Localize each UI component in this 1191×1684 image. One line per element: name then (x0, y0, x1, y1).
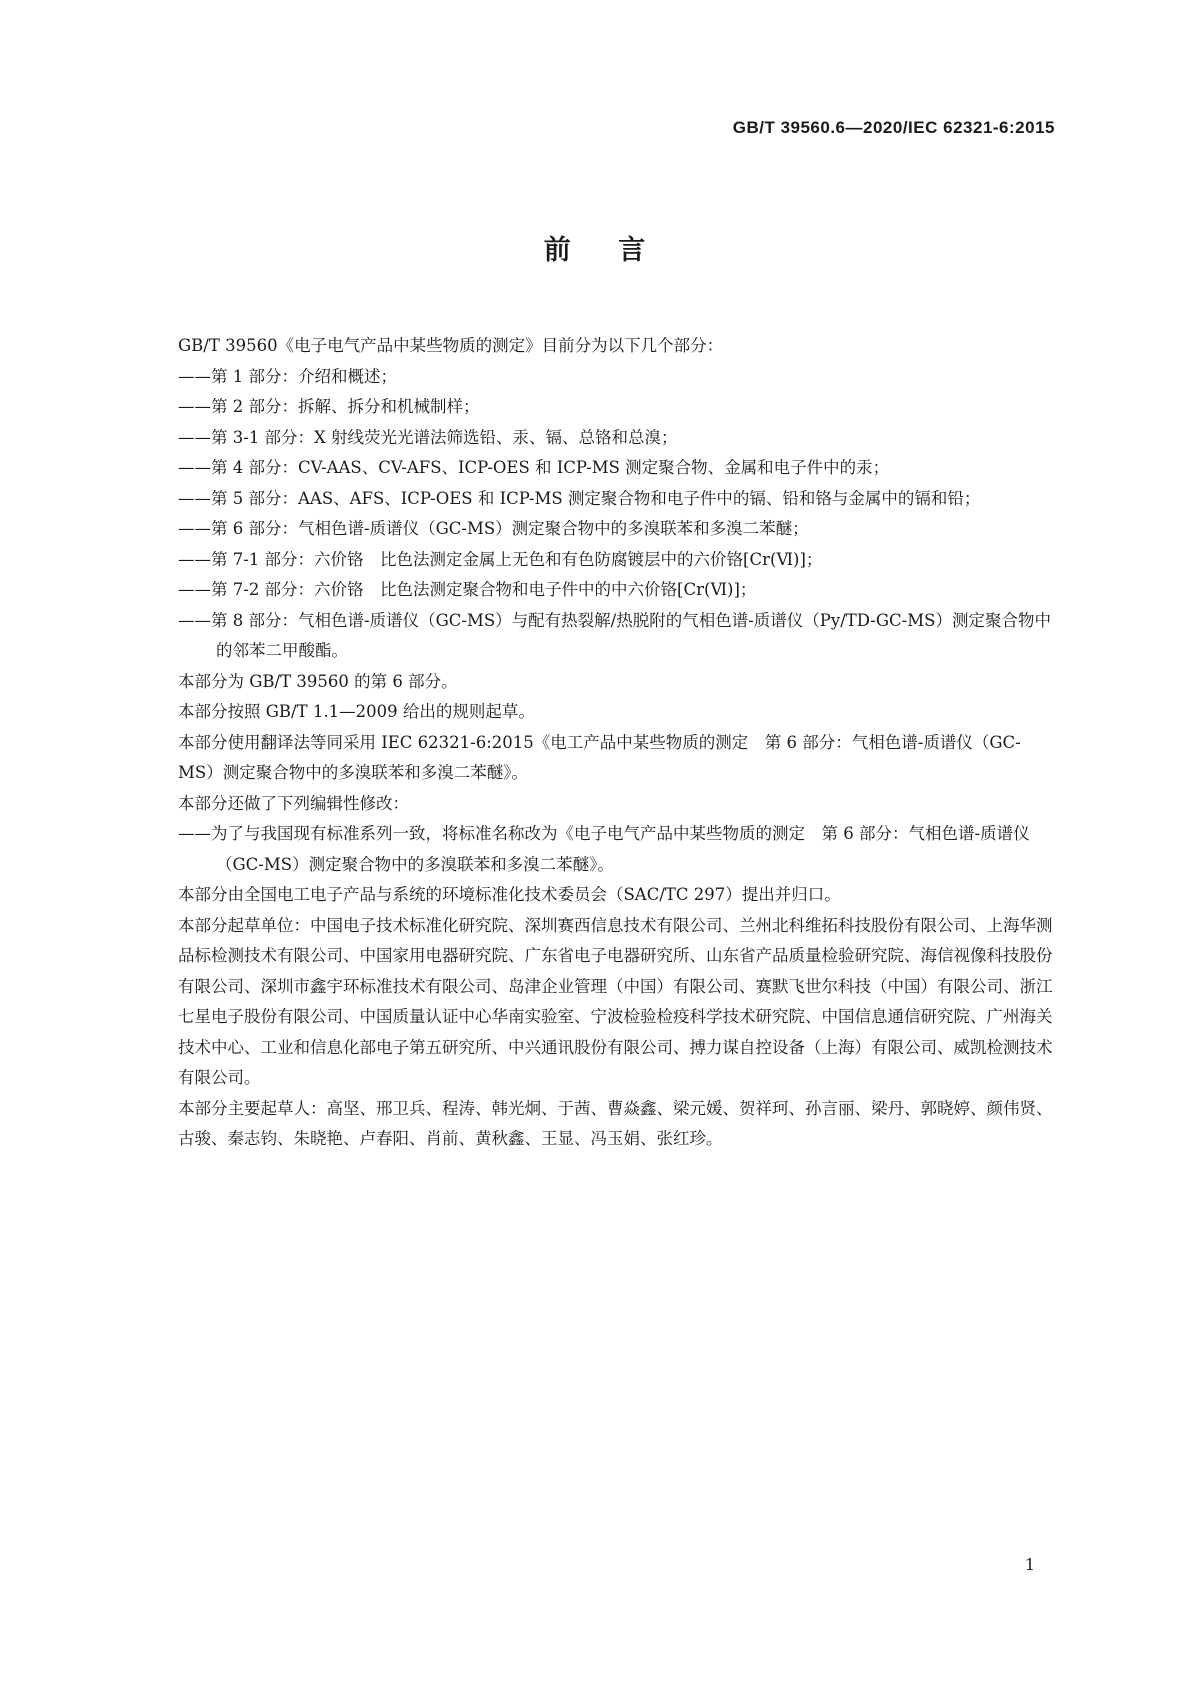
translation-paragraph: 本部分使用翻译法等同采用 IEC 62321-6:2015《电工产品中某些物质的测定 第 6 部分：气相色谱-质谱仪（GC-MS）测定聚合物中的多溴联苯和多溴二苯醚》。 (178, 732, 1021, 782)
part-list-item: ——第 6 部分：气相色谱-质谱仪（GC-MS）测定聚合物中的多溴联苯和多溴二苯醚； (178, 519, 809, 538)
part-list-item: ——第 3-1 部分：X 射线荧光光谱法筛选铅、汞、镉、总铬和总溴； (178, 427, 678, 447)
page-title: 前 言 (543, 235, 648, 266)
foreword-body (178, 331, 1055, 1155)
part-list-item: ——第 5 部分：AAS、AFS、ICP-OES 和 ICP-MS 测定聚合物和电子件中的镉、铅和铬与金属中的镉和铅； (178, 488, 981, 508)
editorial-change-item: ——为了与我国现有标准系列一致，将标准名称改为《电子电气产品中某些物质的测定 第 6 部分：气相色谱-质谱仪（GC-MS）测定聚合物中的多溴联苯和多溴二苯醚》。 (178, 824, 1030, 874)
document-id-header: GB/T 39560.6—2020/IEC 62321-6:2015 (732, 118, 1055, 137)
part-list-item: ——第 8 部分：气相色谱-质谱仪（GC-MS）与配有热裂解/热脱附的气相色谱-质谱仪（Py/TD-GC-MS）测定聚合物中的邻苯二甲酸酯。 (178, 610, 1051, 660)
drafters-paragraph: 本部分主要起草人：高坚、邢卫兵、程涛、韩光炯、于茜、曹焱鑫、梁元媛、贺祥珂、孙言丽、梁丹、郭晓婷、颜伟贤、古骏、秦志钧、朱晓艳、卢春阳、肖前、黄秋鑫、王显、冯玉娟、张红珍。 (178, 1098, 1053, 1148)
part-list-item: ——第 7-1 部分：六价铬 比色法测定金属上无色和有色防腐镀层中的六价铬[Cr(Ⅵ)]； (178, 549, 823, 569)
page-number: 1 (1024, 1555, 1035, 1574)
intro-paragraph: GB/T 39560《电子电气产品中某些物质的测定》目前分为以下几个部分： (178, 336, 724, 355)
drafting-units-paragraph: 本部分起草单位：中国电子技术标准化研究院、深圳赛西信息技术有限公司、兰州北科维拓科技股份有限公司、上海华测品标检测技术有限公司、中国家用电器研究院、广东省电子电器研究所、山东省产品质量检验研究院、海信视像科技股份有限公司、深圳市鑫宇环标准技术有限公司、岛津企业管理（中国）有限公司、赛默飞世尔科技（中国）有限公司、浙江七星电子股份有限公司、中国质量认证中心华南实验室、宁波检验检疫科学技术研究院、中国信息通信研究院、广州海关技术中心、工业和信息化部电子第五研究所、中兴通讯股份有限公司、搏力谋自控设备（上海）有限公司、威凯检测技术有限公司。 (178, 915, 1053, 1087)
editorial-changes-intro: 本部分还做了下列编辑性修改： (178, 793, 409, 813)
committee-paragraph: 本部分由全国电工电子产品与系统的环境标准化技术委员会（SAC/TC 297）提出并归口。 (178, 885, 841, 904)
part-list-item: ——第 1 部分：介绍和概述； (178, 366, 397, 386)
part-list-item: ——第 2 部分：拆解、拆分和机械制样； (178, 397, 480, 416)
part-list-item: ——第 7-2 部分：六价铬 比色法测定聚合物和电子件中的中六价铬[Cr(Ⅵ)]； (178, 580, 757, 599)
drafting-rules-paragraph: 本部分按照 GB/T 1.1—2009 给出的规则起草。 (178, 702, 535, 721)
part-list-item: ——第 4 部分：CV-AAS、CV-AFS、ICP-OES 和 ICP-MS 测定聚合物、金属和电子件中的汞； (178, 458, 890, 477)
part-number-paragraph: 本部分为 GB/T 39560 的第 6 部分。 (178, 671, 458, 691)
